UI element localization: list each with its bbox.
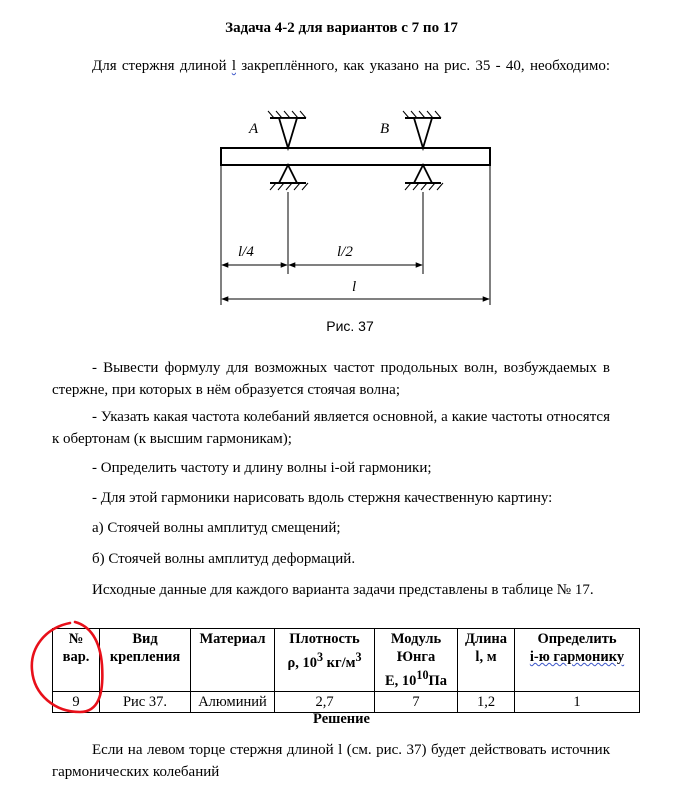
solution-heading: Решение: [313, 711, 370, 727]
header-density: Плотность ρ, $10^3$ $кг/м^3$: [275, 629, 375, 692]
header-length: Длина l, м: [458, 629, 515, 692]
cell-material: Алюминий: [191, 691, 275, 712]
dim-label-total: l: [352, 279, 357, 295]
cell-density: 2,7: [275, 691, 375, 712]
cell-harmonic: 1: [515, 691, 640, 712]
task-item-3: - Определить частоту и длину волны i-ой гармоники;: [92, 460, 432, 476]
beam-diagram: [200, 108, 500, 343]
task-item-2: - Указать какая частота колебаний является основной, а какие частоты относятся к обертонам (к высшим гармоникам);: [52, 409, 610, 447]
support-b-top: [403, 111, 441, 148]
support-b-bottom: [405, 165, 443, 190]
dim-label-quarter: l/4: [238, 244, 254, 260]
label-b: B: [380, 121, 390, 137]
solution-paragraph: Если на левом торце стержня длиной l (см. рис. 37) будет действовать источник гармонических колебаний: [52, 742, 610, 780]
header-mount: Вид крепления: [100, 629, 191, 692]
table-header-row: [53, 629, 640, 692]
figure-caption: Рис. 37: [326, 318, 374, 334]
header-variant: № вар.: [53, 629, 100, 692]
header-harmonic: Определить i-ю гармонику: [515, 629, 640, 692]
task-item-5: а) Стоячей волны амплитуд смещений;: [92, 520, 341, 536]
support-a-top: [268, 111, 306, 148]
data-intro: Исходные данные для каждого варианта задачи представлены в таблице № 17.: [92, 582, 594, 598]
cell-mount: Рис 37.: [100, 691, 191, 712]
cell-variant: 9: [53, 691, 100, 712]
table-row: [53, 691, 640, 712]
beam: [221, 148, 490, 165]
task-item-1: - Вывести формулу для возможных частот продольных волн, возбуждаемых в стержне, при которых в нём образуется стоячая волна;: [52, 360, 610, 398]
cell-length: 1,2: [458, 691, 515, 712]
task-item-6: б) Стоячей волны амплитуд деформаций.: [92, 551, 356, 567]
dim-label-half: l/2: [337, 244, 353, 260]
intro-variable: l: [231, 58, 236, 74]
task-title: Задача 4-2 для вариантов с 7 по 17: [225, 20, 458, 36]
intro-paragraph: [52, 55, 610, 77]
intro-after: закреплённого, как указано на рис. 35 - 40, необходимо:: [235, 58, 610, 74]
header-modulus: Модуль Юнга E, $10^{10}Па$: [375, 629, 458, 692]
support-a-bottom: [270, 165, 308, 190]
label-a: A: [249, 121, 259, 137]
header-material: Материал: [191, 629, 275, 692]
task-item-4: - Для этой гармоники нарисовать вдоль стержня качественную картину:: [92, 490, 553, 506]
intro-before: Для стержня длиной: [92, 58, 232, 74]
cell-modulus: 7: [375, 691, 458, 712]
variant-data-table: [52, 628, 640, 713]
